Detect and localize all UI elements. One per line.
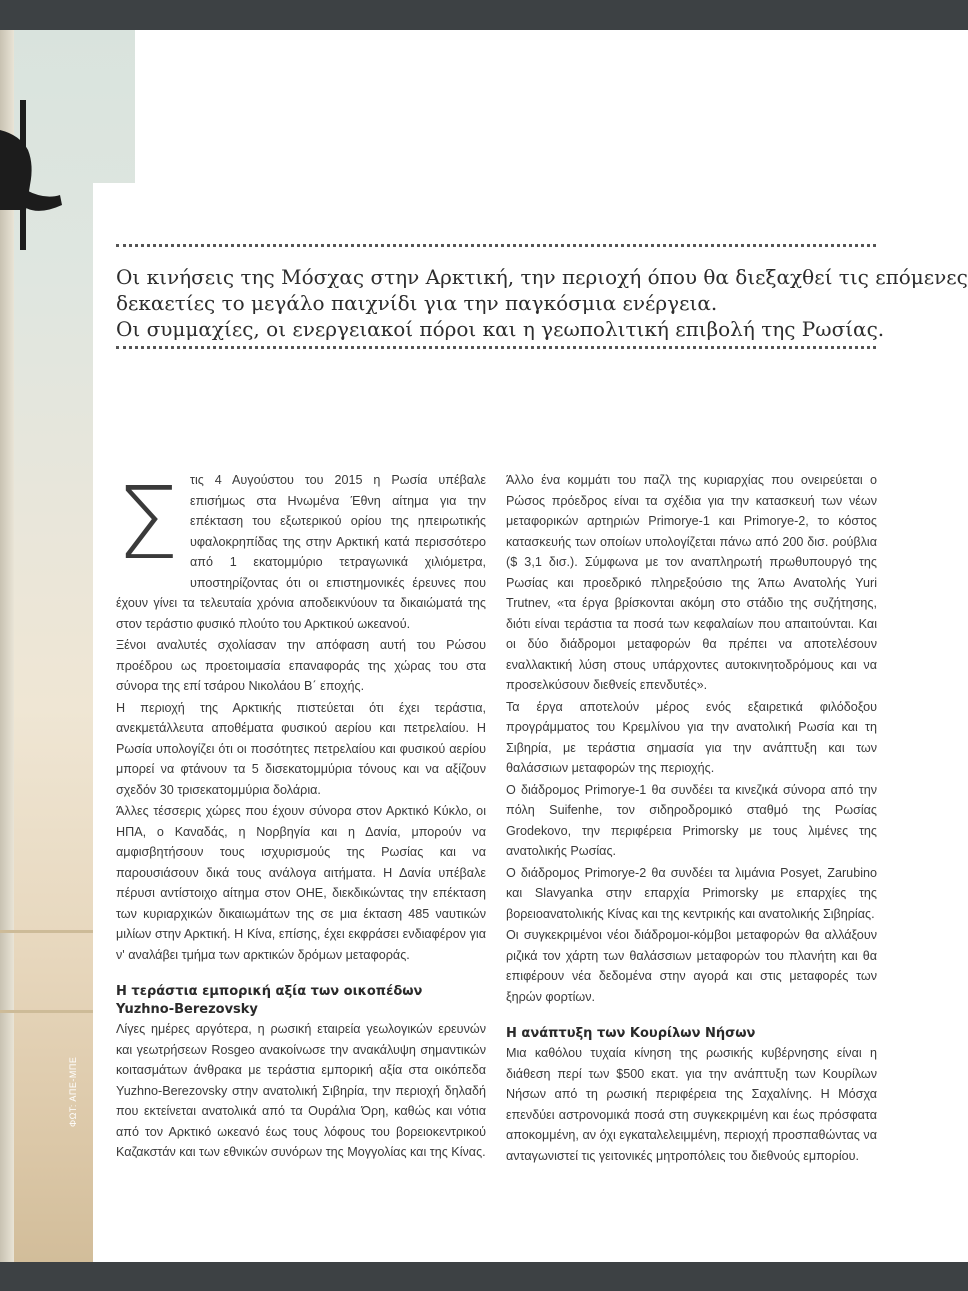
paragraph: Οι συγκεκριμένοι νέοι διάδρομοι-κόμβοι μεταφορών θα αλλάξουν ριζικά τον χάρτη των θαλάσσιων μεταφορών του πλανήτη και θα επιφέρουν νέα δεδομένα στην αγορά και στις μεταφορές των ξηρών φορτίων. [506,928,877,1004]
drop-cap: Σ [116,465,180,582]
column-right [506,470,877,1167]
paragraph: Λίγες ημέρες αργότερα, η ρωσική εταιρεία γεωλογικών ερευνών και γεωτρήσεων Rosgeo ανακοίνωσε την ανακάλυψη σημαντικών κοιτασμάτων άνθρακα με τεράστια εμπορική αξία στα οικόπεδα Yuzhno-Berezovsky στην ανατολική Σιβηρία, την περιοχή δηλαδή που εκτείνεται ανατολικά από τα Ουράλια Όρη, καθώς και νότια από τον Αρκτικό ωκεανό έως τους λόφους του βορειοκεντρικού Καζακστάν και των εθνικών συνόρων της Μογγολίας και της Κίνας. [116,1022,486,1159]
photo-credit: ΦΩΤ: ΑΠΕ-ΜΠΕ [68,1056,78,1127]
chandelier-image [0,90,70,250]
lead-line: δεκαετίες το μεγάλο παιχνίδι για την παγκόσμια ενέργεια. [116,291,718,315]
lead-line: Οι κινήσεις της Μόσχας στην Αρκτική, την περιοχή όπου θα διεξαχθεί τις επόμενες [116,265,968,289]
article-lead [116,264,968,342]
dotted-rule-top [116,244,876,247]
paragraph: Ξένοι αναλυτές σχολίασαν την απόφαση αυτή του Ρώσου προέδρου ως προετοιμασία επαναφοράς της χώρας του στα σύνορα της επί τσάρου Νικολάου Β΄ εποχής. [116,638,486,693]
paragraph: Η περιοχή της Αρκτικής πιστεύεται ότι έχει τεράστια, ανεκμετάλλευτα αποθέματα φυσικού αερίου και πετρελαίου. Η Ρωσία υπολογίζει ότι οι ποσότητες πετρελαίου και φυσικού αερίου μπορεί να φτάνουν τα 5 δισεκατομμύρια τόνους και να αξίζουν σχεδόν 30 τρισεκατομμύρια δολάρια. [116,700,486,797]
paragraph: Μια καθόλου τυχαία κίνηση της ρωσικής κυβέρνησης είναι η διάθεση περί των $500 εκατ. για την ανάπτυξη των Κουρίλων Νήσων από τη ρωσική περιφέρεια της Σαχαλίνης. Η Μόσχα επενδύει αστρονομικά ποσά στη συγκεκριμένη και έως πρόσφατα αποκομμένη, αν όχι εγκαταλελειμμένη, περιοχή προσπαθώντας να ανταγωνιστεί τις γειτονικές μητροπόλεις του διεθνούς εμπορίου. [506,1046,877,1163]
paragraph: Ο διάδρομος Primorye-2 θα συνδέει τα λιμάνια Posyet, Zarubino και Slavyanka στην επαρχία Primorsky με επαρχίες της βορειοανατολικής Κίνας και της κεντρικής και ανατολικής Σιβηρίας. [506,865,877,921]
paragraph: Στις 4 Αυγούστου του 2015 η Ρωσία υπέβαλε επισήμως στα Ηνωμένα Έθνη αίτημα για την επέκταση του εξωτερικού ορίου της ηπειρωτικής υφαλοκρηπίδας της στην Αρκτική κατά περισσότερο από 1 εκατομμύριο τετραγωνικά χιλιόμετρα, υποστηρίζοντας ότι οι επιστημονικές έρευνες που έχουν γίνει τα τελευταία χρόνια αποδεικνύουν τα δικαιώματά της στον τεράστιο φυσικό πλούτο του Αρκτικού ωκεανού. [116,465,486,631]
paragraph: Τα έργα αποτελούν μέρος ενός εξαιρετικά φιλόδοξου προγράμματος του Κρεμλίνου για την ανατολική Ρωσία και τη Σιβηρία, με τεράστια σημασία για την ανάπτυξη και των θαλάσσιων μεταφορών της περιοχής. [506,699,877,775]
column-left [116,465,486,1164]
subheading: Η τεράστια εμπορική αξία των οικοπέδων Yuzhno-Berezovsky [116,984,423,1017]
lead-line: Οι συμμαχίες, οι ενεργειακοί πόροι και η γεωπολιτική επιβολή της Ρωσίας. [116,317,885,341]
subheading: Η ανάπτυξη των Κουρίλων Νήσων [506,1026,756,1041]
bottom-bar [0,1262,968,1291]
top-bar [0,0,968,30]
paragraph: Άλλες τέσσερις χώρες που έχουν σύνορα στον Αρκτικό Κύκλο, οι ΗΠΑ, ο Καναδάς, η Νορβηγία και η Δανία, μπορούν να αμφισβητήσουν τους ισχυρισμούς της Ρωσίας και να παρουσιάσουν δικά τους ανάλογα αιτήματα. Η Δανία υπέβαλε πέρυσι αντίστοιχο αίτημα στον ΟΗΕ, διεκδικώντας την επέκταση των κυριαρχικών δικαιωμάτων της σε μια έκταση 485 ναυτικών μιλίων στην Αρκτική. Η Κίνα, επίσης, έχει εκφράσει ενδιαφέρον για ν' αναλάβει τμήμα των αρκτικών δρόμων μεταφοράς. [116,804,486,962]
dotted-rule-bottom [116,346,876,349]
paragraph: Άλλο ένα κομμάτι του παζλ της κυριαρχίας που ονειρεύεται ο Ρώσος πρόεδρος είναι τα σχέδια για την κατασκευή των νέων μεταφορικών αρτηριών Primorye-1 και Primorye-2, το κόστος κατασκευής των οποίων υπολογίζεται πάνω από 200 δισ. ρούβλια ($ 3,1 δισ.). Σύμφωνα με τον αναπληρωτή πρωθυπουργό της Ρωσίας και προεδρικό πληρεξούσιο της Άπω Ανατολής Yuri Trutnev, «τα έργα βρίσκονται ακόμη στο στάδιο της συζήτησης, διότι είναι τεράστια τα ποσά των κεφαλαίων που απαιτούνται. Και οι δύο διάδρομοι μεταφορών θα πρέπει να αποτελέσουν εναλλακτική λύση στους υπάρχοντες αυτοκινητοδρόμους και να προσελκύσουν διεθνείς επενδυτές». [506,473,877,692]
paragraph: Ο διάδρομος Primorye-1 θα συνδέει τα κινεζικά σύνορα από την πόλη Suifenhe, τον σιδηροδρομικό σταθμό της Ρωσίας Grodekovo, την περιφέρεια Primorsky με τους λιμένες της ανατολικής Ρωσίας. [506,782,877,858]
